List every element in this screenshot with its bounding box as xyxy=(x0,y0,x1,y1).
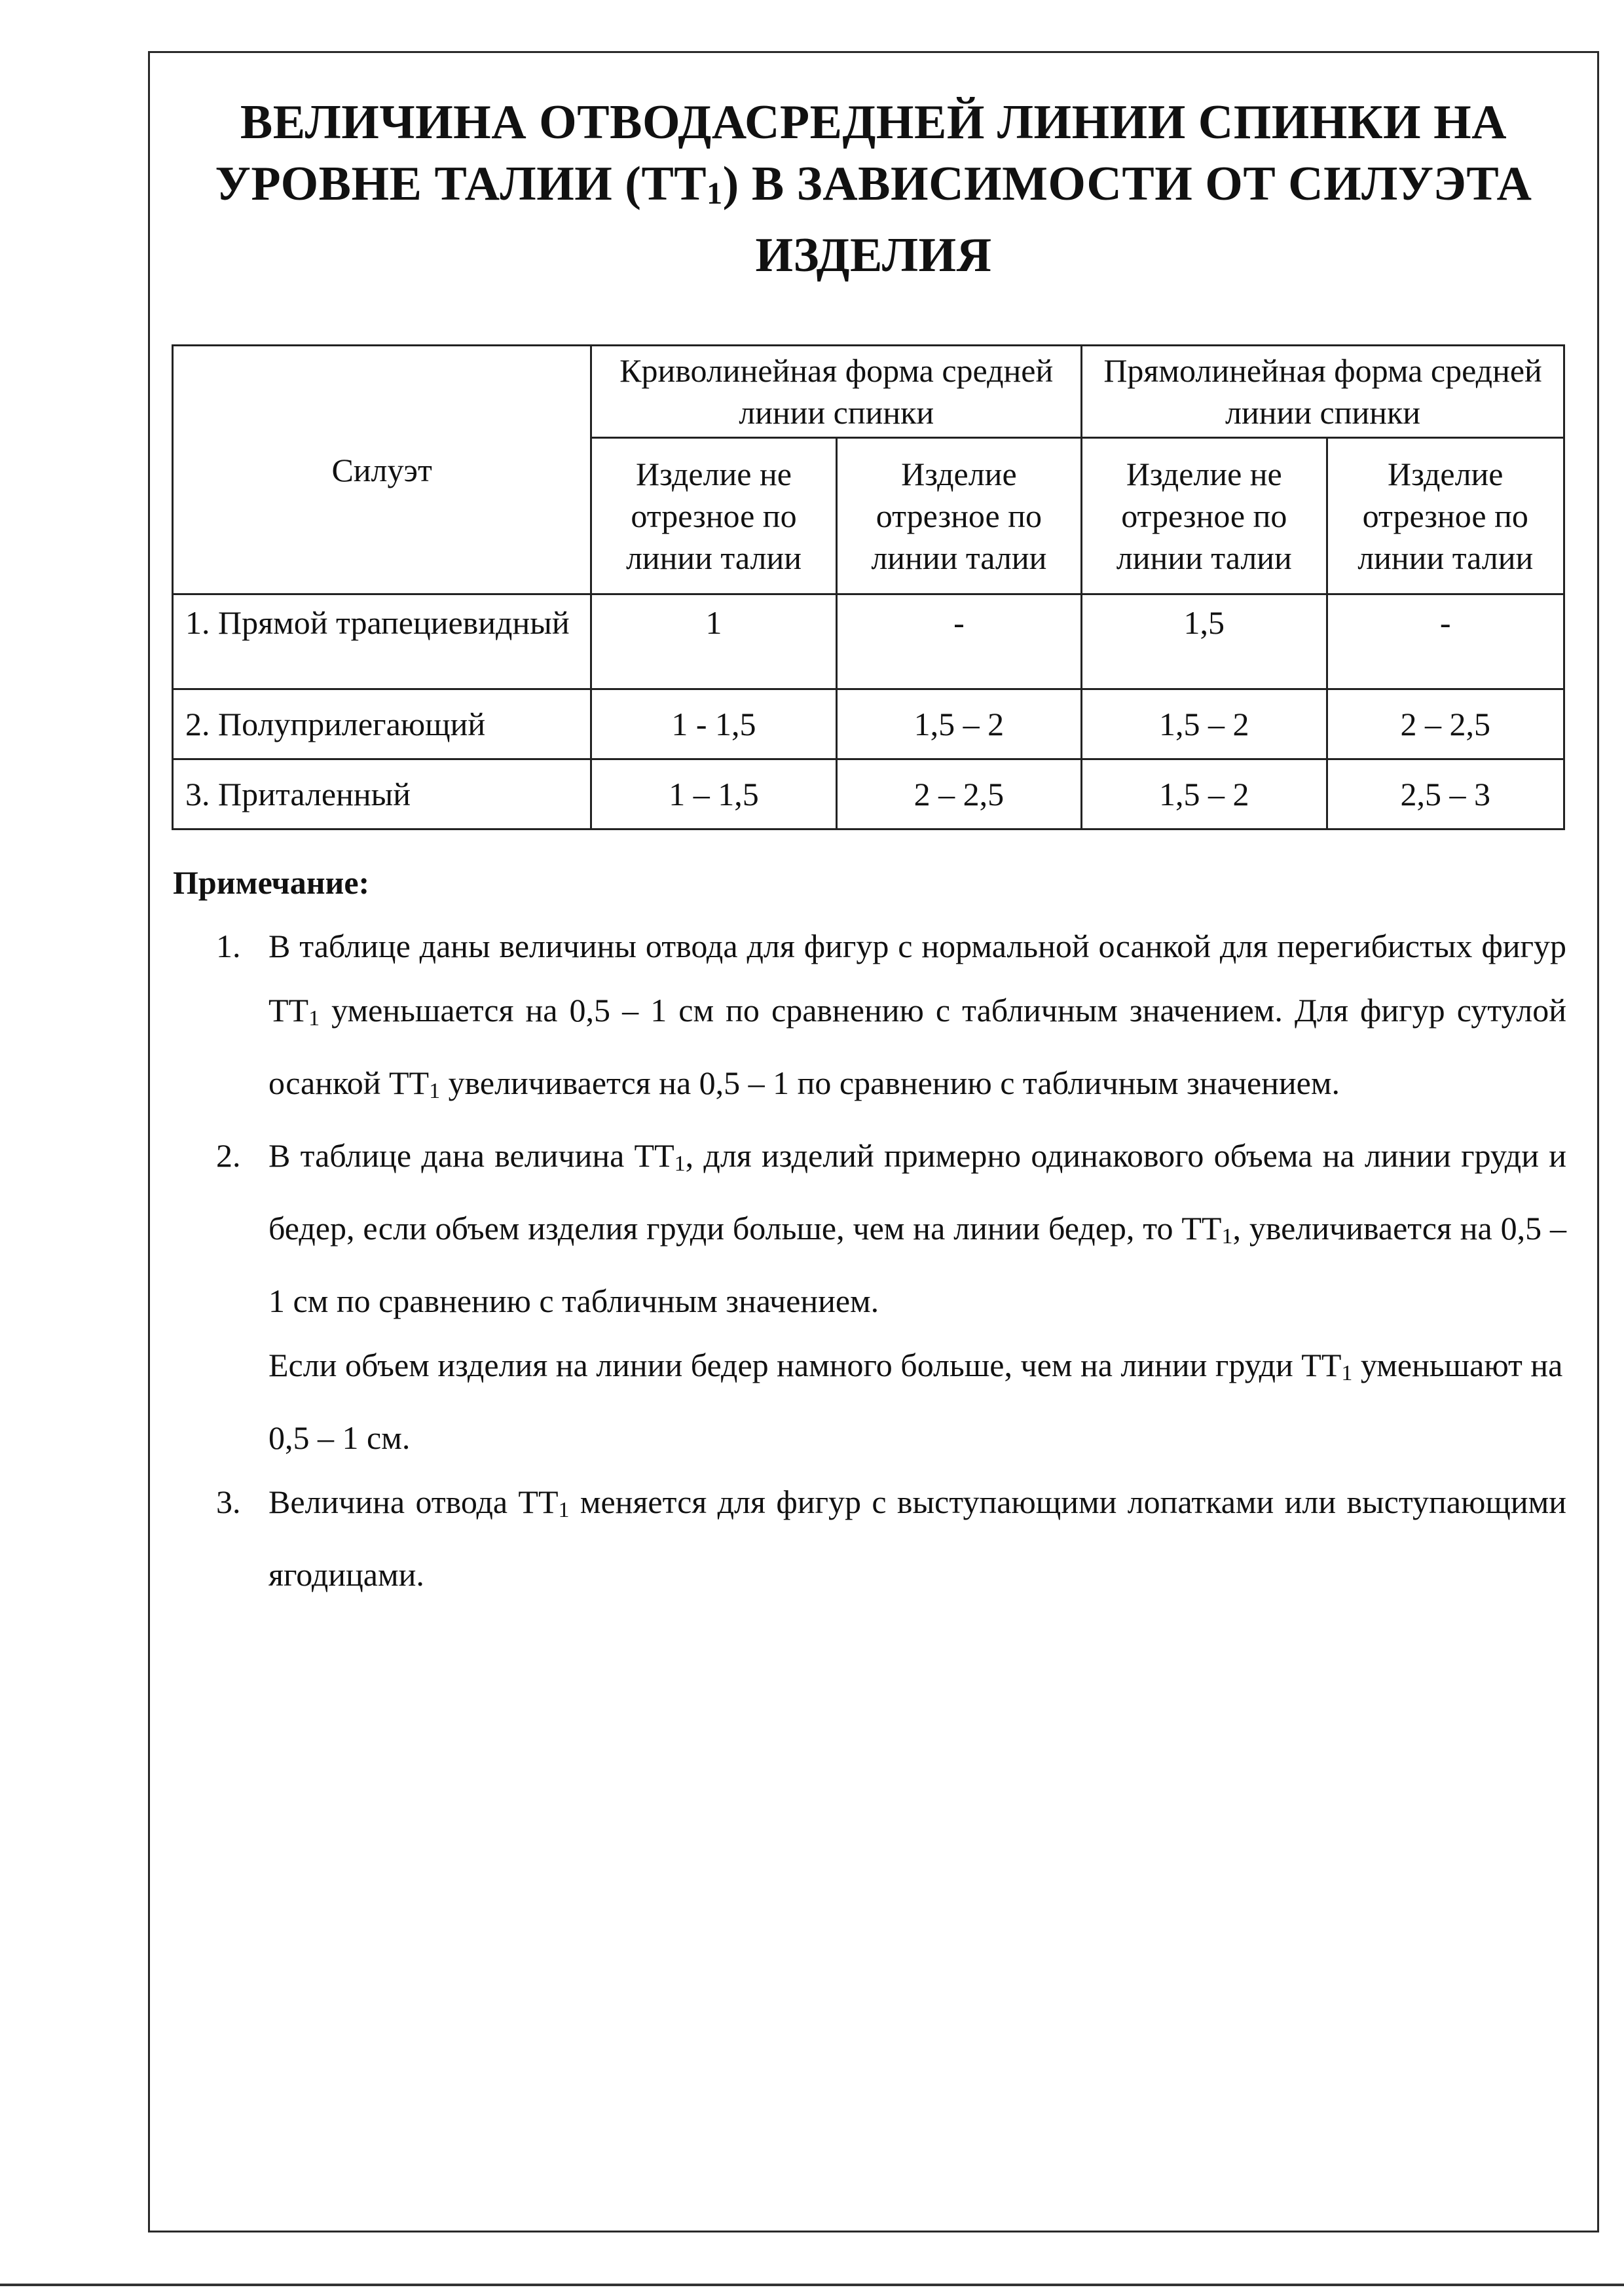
note-item-3 xyxy=(172,1470,1566,1607)
note-number: 1. xyxy=(216,928,241,964)
offset-table xyxy=(172,344,1565,830)
table-row xyxy=(173,689,1564,759)
bottom-rule xyxy=(0,2284,1624,2286)
title-line-2-sub: 1 xyxy=(707,176,723,211)
note-number: 2. xyxy=(216,1137,241,1174)
table-cell: 1,5 xyxy=(1082,594,1327,689)
table-cell: 2 – 2,5 xyxy=(1327,689,1564,759)
table-cell: 2,5 – 3 xyxy=(1327,759,1564,829)
note-text-part: уменьшают на 0,5 – 1 см. xyxy=(268,1347,1563,1456)
table-cell: 1 – 1,5 xyxy=(591,759,836,829)
table-row xyxy=(173,759,1564,829)
note-text xyxy=(268,1470,1566,1607)
note-subscript: 1 xyxy=(674,1152,686,1176)
note-subscript: 1 xyxy=(308,1006,320,1030)
note-text xyxy=(268,1123,1566,1333)
title-line-2-post: ) В ЗАВИСИМОСТИ ОТ СИЛУЭТА xyxy=(722,157,1532,211)
note-subscript: 1 xyxy=(1221,1224,1233,1248)
note-text-part: Если объем изделия на линии бедер намного больше, чем на линии груди ТТ xyxy=(268,1347,1342,1383)
group-header-straight: Прямолинейная форма средней линии спинки xyxy=(1082,346,1564,438)
note-number: 3. xyxy=(216,1484,241,1520)
note-text xyxy=(268,914,1566,1123)
title-line-2-pre: УРОВНЕ ТАЛИИ (ТТ xyxy=(215,157,707,211)
note-subscript: 1 xyxy=(558,1498,570,1522)
table-cell: - xyxy=(836,594,1081,689)
table-row xyxy=(173,594,1564,689)
subheader-cell: Изделие не отрезное по линии талии xyxy=(591,438,836,594)
table-cell: - xyxy=(1327,594,1564,689)
table-corner-header: Силуэт xyxy=(173,346,591,594)
row-label: 2. Полуприлегающий xyxy=(173,689,591,759)
note-text-part: увеличивается на 0,5 – 1 по сравнению с табличным значением. xyxy=(440,1065,1340,1101)
title-line-1: ВЕЛИЧИНА ОТВОДАСРЕДНЕЙ ЛИНИИ СПИНКИ НА xyxy=(240,96,1507,149)
table-cell: 1 - 1,5 xyxy=(591,689,836,759)
notes-heading: Примечание: xyxy=(173,864,370,901)
note-item-1 xyxy=(172,914,1566,1123)
note-text-part: уменьшается на 0,5 – 1 см по сравнению с табличным значением. Для фигур сутулой осанкой ТТ xyxy=(268,992,1566,1101)
subheader-cell: Изделие отрезное по линии талии xyxy=(1327,438,1564,594)
row-label: 3. Приталенный xyxy=(173,759,591,829)
table-cell: 2 – 2,5 xyxy=(836,759,1081,829)
note-text-part: В таблице даны величины отвода для фигур с нормальной осанкой для перегибистых фигур ТТ xyxy=(268,928,1566,1029)
table-cell: 1,5 – 2 xyxy=(836,689,1081,759)
note-text-continuation xyxy=(268,1333,1566,1470)
note-item-2 xyxy=(172,1123,1566,1470)
title-line-3: ИЗДЕЛИЯ xyxy=(755,228,992,282)
subheader-cell: Изделие не отрезное по линии талии xyxy=(1082,438,1327,594)
note-subscript: 1 xyxy=(429,1079,441,1103)
document-title xyxy=(148,92,1599,286)
note-text-part: меняется для фигур с выступающими лопатками или выступающими ягодицами. xyxy=(268,1484,1566,1593)
table-cell: 1 xyxy=(591,594,836,689)
row-label: 1. Прямой трапециевидный xyxy=(173,594,591,689)
note-subscript: 1 xyxy=(1341,1361,1353,1385)
note-text-part: , для изделий примерно одинакового объема на линии груди и бедер, если объем изделия груди больше, чем на линии бедер, то ТТ xyxy=(268,1137,1566,1247)
notes-list xyxy=(172,914,1566,1607)
table-cell: 1,5 – 2 xyxy=(1082,759,1327,829)
subheader-cell: Изделие отрезное по линии талии xyxy=(836,438,1081,594)
note-text-part: В таблице дана величина ТТ xyxy=(268,1137,674,1174)
note-text-part: Величина отвода ТТ xyxy=(268,1484,559,1520)
table-cell: 1,5 – 2 xyxy=(1082,689,1327,759)
title-line-2 xyxy=(148,153,1599,225)
note-text-part: , увеличивается на 0,5 – 1 см по сравнению с табличным значением. xyxy=(268,1210,1566,1319)
group-header-curved: Криволинейная форма средней линии спинки xyxy=(591,346,1082,438)
